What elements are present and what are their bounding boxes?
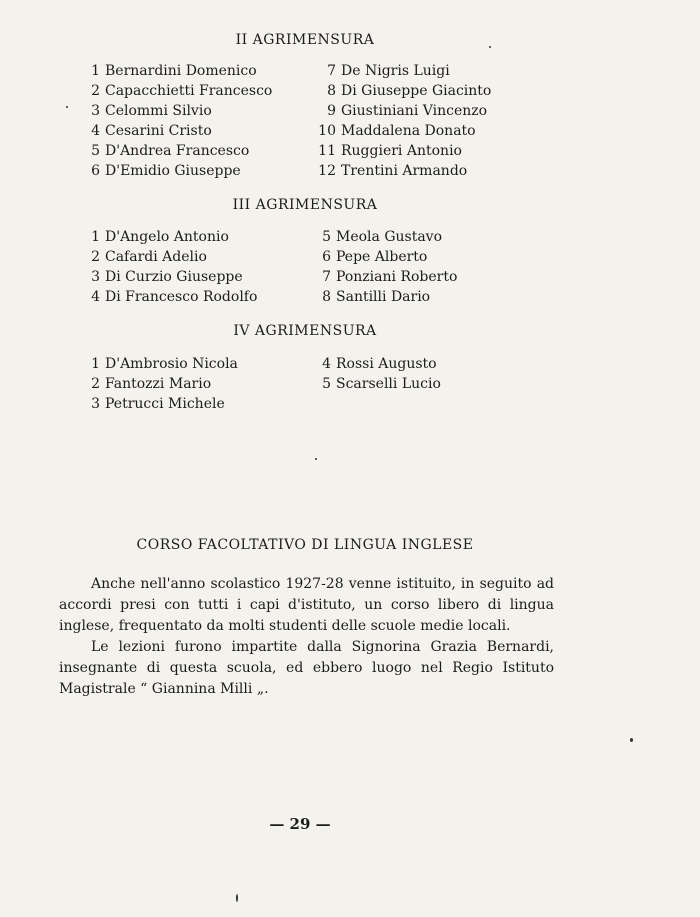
- item-number: 8: [322, 289, 331, 305]
- student-name: Ruggieri Antonio: [341, 143, 462, 159]
- section-heading-iii-agrimensura: III AGRIMENSURA: [232, 197, 378, 213]
- item-number: 6: [91, 163, 100, 179]
- list-item: [313, 247, 457, 267]
- student-list-right: [313, 227, 457, 307]
- item-number: 4: [322, 356, 331, 372]
- item-number: 1: [91, 63, 100, 79]
- scan-speck: [236, 894, 238, 902]
- student-list-right: [318, 61, 491, 181]
- list-item: [82, 141, 272, 161]
- student-name: Cesarini Cristo: [105, 123, 212, 139]
- list-item: [313, 374, 441, 394]
- student-name: Capacchietti Francesco: [105, 83, 273, 99]
- student-name: Rossi Augusto: [336, 356, 437, 372]
- list-item: [82, 394, 238, 414]
- item-number: 5: [322, 376, 331, 392]
- student-name: Fantozzi Mario: [105, 376, 212, 392]
- item-number: 4: [91, 289, 100, 305]
- list-item: [313, 354, 441, 374]
- student-name: Meola Gustavo: [336, 229, 443, 245]
- list-item: [82, 61, 272, 81]
- student-name: Di Francesco Rodolfo: [105, 289, 258, 305]
- list-item: [82, 81, 272, 101]
- student-name: Ponziani Roberto: [336, 269, 458, 285]
- item-number: 10: [318, 123, 336, 139]
- list-item: [318, 61, 491, 81]
- student-name: D'Andrea Francesco: [105, 143, 250, 159]
- student-name: Di Curzio Giuseppe: [105, 269, 243, 285]
- list-item: [82, 374, 238, 394]
- scan-speck: [489, 46, 491, 48]
- student-name: Di Giuseppe Giacinto: [341, 83, 492, 99]
- student-name: D'Angelo Antonio: [105, 229, 229, 245]
- list-item: [82, 247, 257, 267]
- item-number: 7: [327, 63, 336, 79]
- list-item: [318, 81, 491, 101]
- list-item: [82, 267, 257, 287]
- list-item: [318, 161, 491, 181]
- student-name: Petrucci Michele: [105, 396, 225, 412]
- item-number: 11: [318, 143, 336, 159]
- student-name: Santilli Dario: [336, 289, 431, 305]
- item-number: 12: [318, 163, 336, 179]
- list-item: [313, 287, 457, 307]
- list-item: [318, 101, 491, 121]
- course-paragraph-1: Anche nell'anno scolastico 1927-28 venne istituito, in seguito ad accordi presi con tutti i capi d'istituto, un corso libero di lingua inglese, frequentato da molti studenti delle scuole medie locali.: [59, 576, 554, 634]
- student-name: Celommi Silvio: [105, 103, 212, 119]
- list-item: [82, 101, 272, 121]
- student-list-left: [82, 61, 272, 181]
- course-heading: CORSO FACOLTATIVO DI LINGUA INGLESE: [136, 537, 474, 553]
- item-number: 1: [91, 356, 100, 372]
- student-name: D'Ambrosio Nicola: [105, 356, 238, 372]
- list-item: [318, 141, 491, 161]
- list-item: [82, 161, 272, 181]
- student-name: Pepe Alberto: [336, 249, 428, 265]
- item-number: 4: [91, 123, 100, 139]
- list-item: [82, 354, 238, 374]
- scan-speck: [315, 458, 317, 460]
- list-item: [82, 287, 257, 307]
- student-name: Bernardini Domenico: [105, 63, 257, 79]
- item-number: 5: [322, 229, 331, 245]
- student-list-left: [82, 227, 257, 307]
- student-list-left: [82, 354, 238, 414]
- student-name: Trentini Armando: [341, 163, 468, 179]
- list-item: [318, 121, 491, 141]
- student-name: Scarselli Lucio: [336, 376, 441, 392]
- section-heading-iv-agrimensura: IV AGRIMENSURA: [233, 323, 377, 339]
- student-name: Cafardi Adelio: [105, 249, 207, 265]
- item-number: 1: [91, 229, 100, 245]
- item-number: 3: [91, 396, 100, 412]
- item-number: 3: [91, 269, 100, 285]
- item-number: 6: [322, 249, 331, 265]
- item-number: 7: [322, 269, 331, 285]
- scan-speck: [630, 738, 633, 742]
- scan-speck: [66, 106, 68, 108]
- item-number: 3: [91, 103, 100, 119]
- student-name: Maddalena Donato: [341, 123, 476, 139]
- item-number: 2: [91, 83, 100, 99]
- item-number: 2: [91, 249, 100, 265]
- item-number: 8: [327, 83, 336, 99]
- item-number: 2: [91, 376, 100, 392]
- section-heading-ii-agrimensura: II AGRIMENSURA: [235, 32, 375, 48]
- student-name: Giustiniani Vincenzo: [341, 103, 488, 119]
- list-item: [82, 121, 272, 141]
- item-number: 5: [91, 143, 100, 159]
- student-name: De Nigris Luigi: [341, 63, 450, 79]
- page-number: — 29 —: [269, 815, 331, 833]
- course-paragraph-2: Le lezioni furono impartite dalla Signorina Grazia Bernardi, insegnante di questa scuola, ed ebbero luogo nel Regio Istituto Magistrale “ Giannina Milli „.: [59, 639, 554, 697]
- item-number: 9: [327, 103, 336, 119]
- list-item: [313, 227, 457, 247]
- list-item: [313, 267, 457, 287]
- student-list-right: [313, 354, 441, 394]
- list-item: [82, 227, 257, 247]
- student-name: D'Emidio Giuseppe: [105, 163, 241, 179]
